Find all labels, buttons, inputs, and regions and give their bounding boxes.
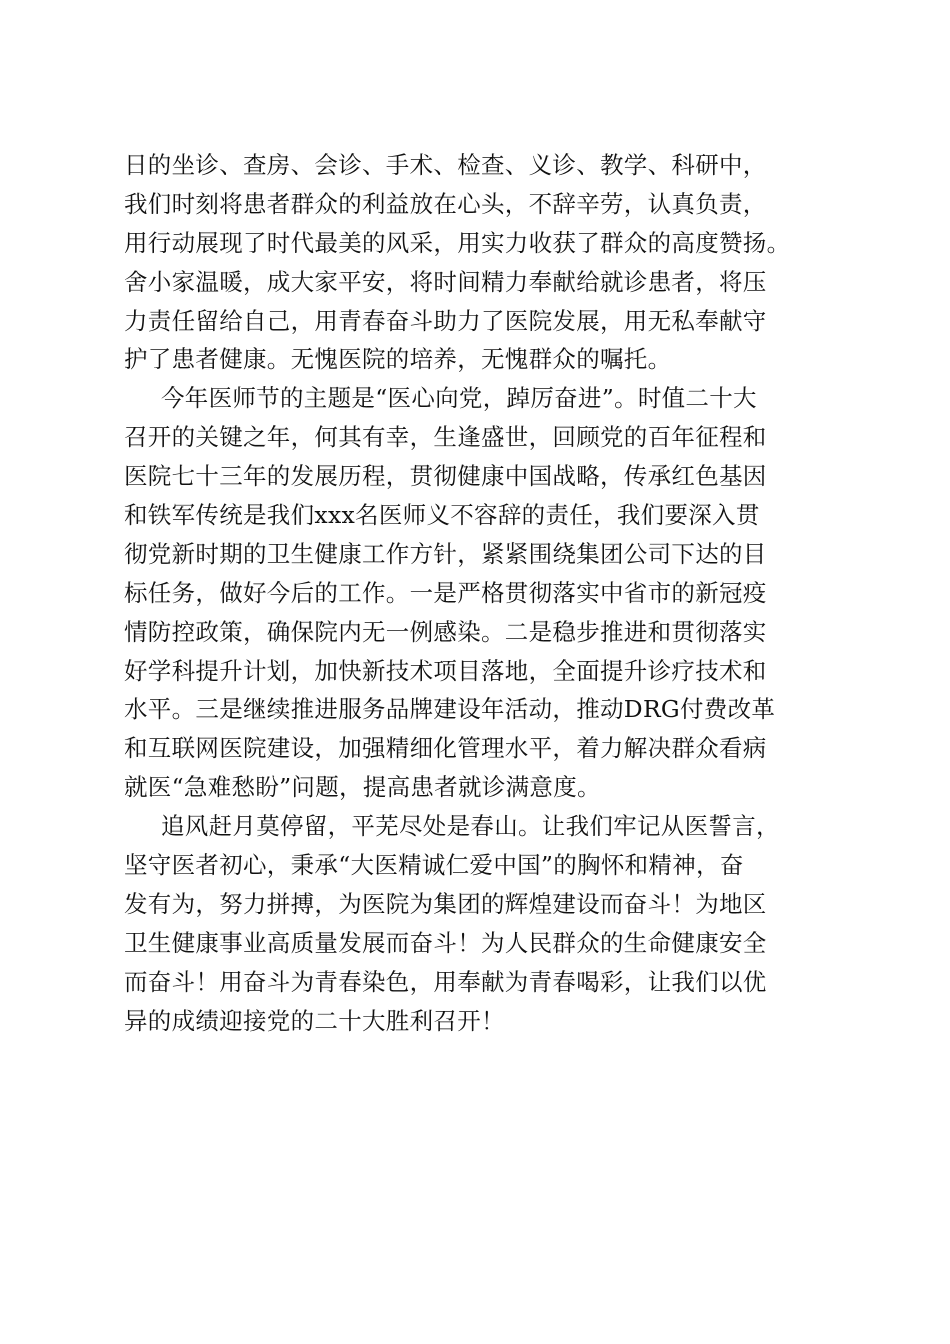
- text-line: 发有为，努力拼搏，为医院为集团的辉煌建设而奋斗！为地区: [124, 889, 767, 918]
- text-line: 就医“急难愁盼”问题，提高患者就诊满意度。: [124, 773, 601, 802]
- paragraph-start-line: 今年医师节的主题是“医心向党，踔厉奋进”。时值二十大: [161, 384, 757, 413]
- paragraph-start-line: 追风赶月莫停留，平芜尽处是春山。让我们牢记从医誓言，: [161, 812, 780, 841]
- text-line: 异的成绩迎接党的二十大胜利召开！: [124, 1006, 505, 1035]
- text-line: 日的坐诊、查房、会诊、手术、检查、义诊、教学、科研中，: [124, 151, 767, 179]
- text-line: 用行动展现了时代最美的风采，用实力收获了群众的高度赞扬。: [124, 228, 791, 257]
- text-line: 我们时刻将患者群众的利益放在心头，不辞辛劳，认真负责，: [124, 189, 767, 218]
- text-line: 情防控政策，确保院内无一例感染。二是稳步推进和贯彻落实: [124, 617, 767, 646]
- text-line: 医院七十三年的发展历程，贯彻健康中国战略，传承红色基因: [124, 462, 767, 491]
- text-line: 彻党新时期的卫生健康工作方针，紧紧围绕集团公司下达的目: [124, 539, 767, 568]
- text-line: 召开的关键之年，何其有幸，生逢盛世，回顾党的百年征程和: [124, 423, 767, 452]
- text-line: 和互联网医院建设，加强精细化管理水平，着力解决群众看病: [124, 734, 767, 763]
- text-line: 好学科提升计划，加快新技术项目落地，全面提升诊疗技术和: [124, 656, 767, 685]
- text-line: 卫生健康事业高质量发展而奋斗！为人民群众的生命健康安全: [124, 928, 767, 957]
- text-line: 标任务，做好今后的工作。一是严格贯彻落实中省市的新冠疫: [124, 578, 767, 607]
- text-line: 坚守医者初心，秉承“大医精诚仁爱中国”的胸怀和精神，奋: [124, 851, 744, 880]
- body-text: [124, 146, 844, 1040]
- text-line: 水平。三是继续推进服务品牌建设年活动，推动DRG付费改革: [124, 695, 776, 724]
- text-line: 舍小家温暖，成大家平安，将时间精力奉献给就诊患者，将压: [124, 267, 767, 296]
- text-line: 力责任留给自己，用青春奋斗助力了医院发展，用无私奉献守: [124, 306, 767, 335]
- text-line: 护了患者健康。无愧医院的培养，无愧群众的嘱托。: [124, 345, 672, 374]
- text-line: 而奋斗！用奋斗为青春染色，用奉献为青春喝彩，让我们以优: [124, 967, 767, 996]
- text-line: 和铁军传统是我们xxx名医师义不容辞的责任，我们要深入贯: [124, 501, 760, 530]
